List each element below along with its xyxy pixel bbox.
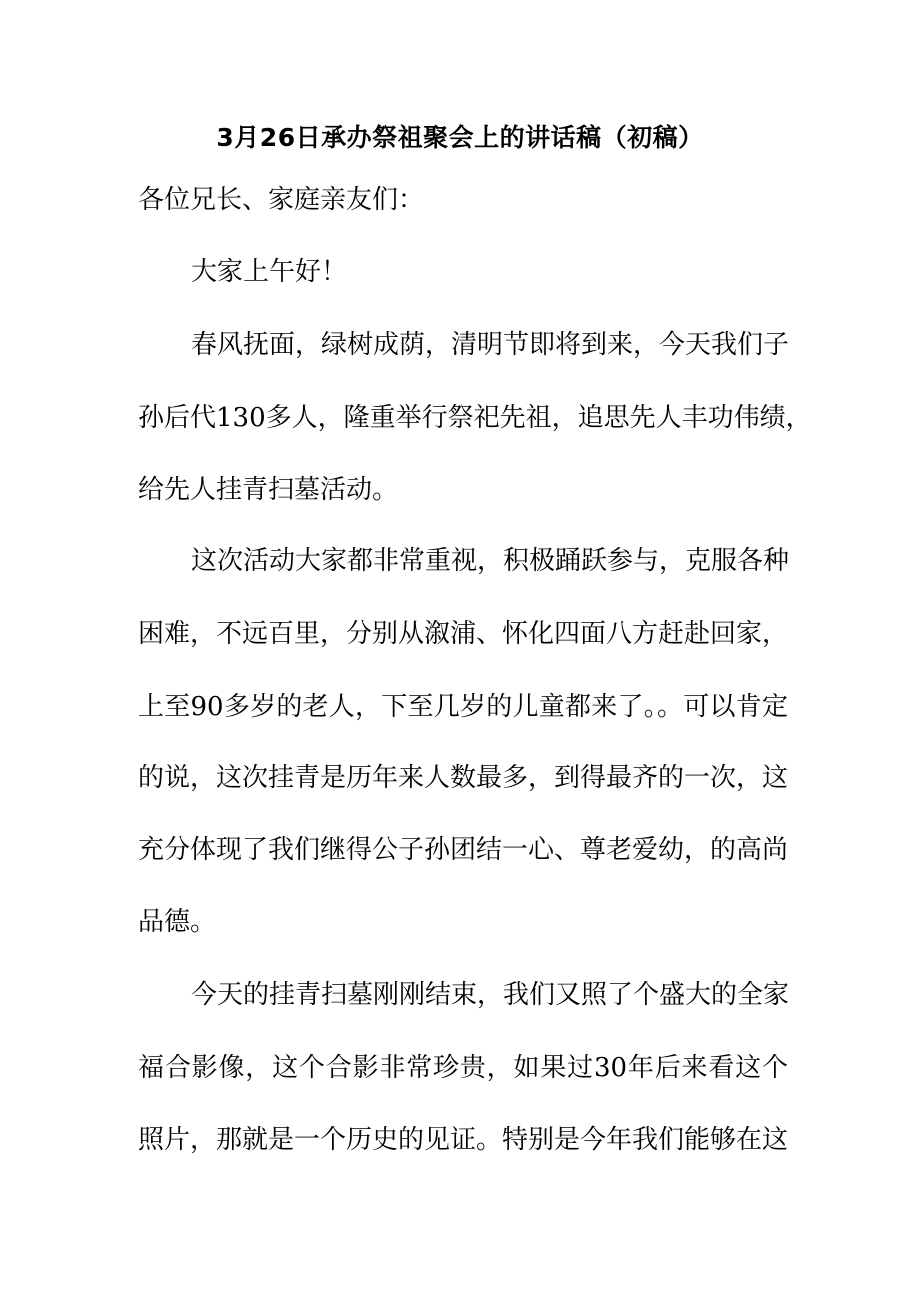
paragraph-line: 福合影像，这个合影非常珍贵，如果过30年后来看这个 [138,1053,788,1083]
paragraph-line: 照片，那就是一个历史的见证。特别是今年我们能够在这 [138,1125,789,1155]
paragraph-line: 这次活动大家都非常重视，积极踊跃参与，克服各种 [191,546,790,576]
paragraph-line: 孙后代130多人，隆重举行祭祀先祖，追思先人丰功伟绩， [138,403,812,433]
paragraph-line: 充分体现了我们继得公子孙团结一心、尊老爱幼，的高尚 [138,835,789,865]
paragraph-line: 今天的挂青扫墓刚刚结束，我们又照了个盛大的全家 [191,980,790,1010]
paragraph-line: 品德。 [138,907,217,937]
paragraph-line: 上至90多岁的老人，下至几岁的儿童都来了。。可以肯定 [138,692,788,722]
document-title: 3月26日承办祭祖聚会上的讲话稿（初稿） [216,123,704,152]
paragraph-line: 困难，不远百里，分别从溆浦、怀化四面八方赶赴回家， [138,619,789,649]
salutation: 各位兄长、家庭亲友们： [138,185,425,215]
greeting: 大家上午好！ [191,257,348,287]
paragraph-line: 的说，这次挂青是历年来人数最多，到得最齐的一次，这 [138,763,789,793]
paragraph-line: 春风抚面，绿树成荫，清明节即将到来，今天我们子 [191,330,790,360]
paragraph-line: 给先人挂青扫墓活动。 [138,475,399,505]
